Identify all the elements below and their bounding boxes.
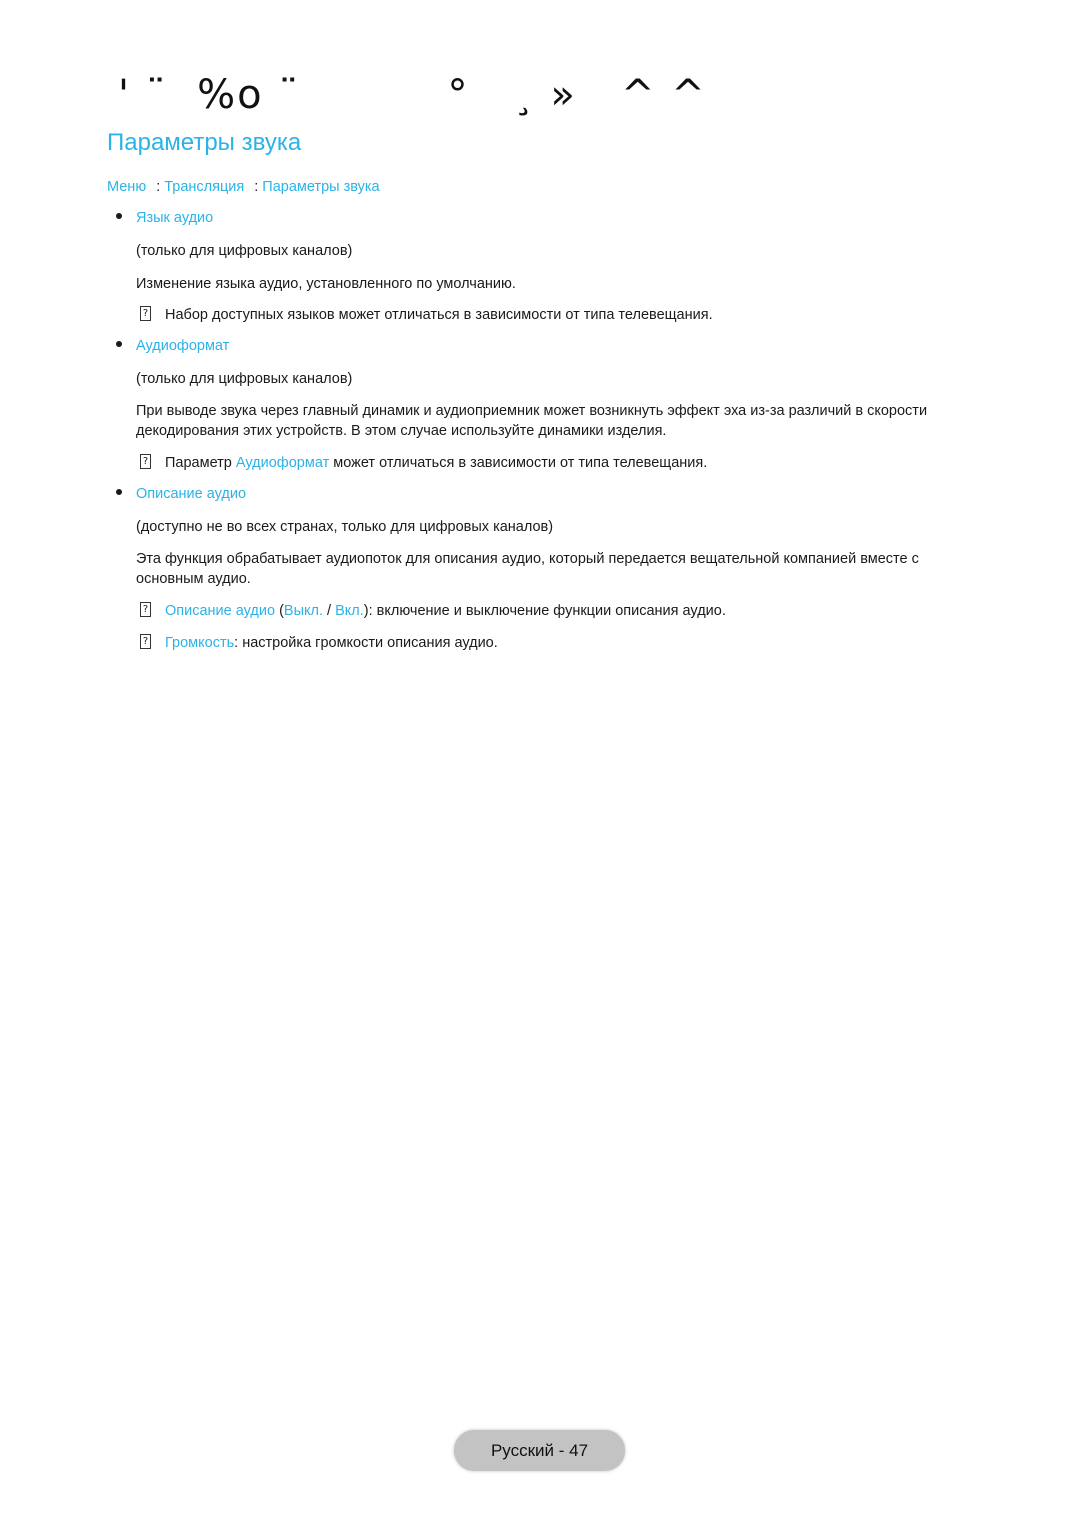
note-icon: ?: [140, 602, 151, 617]
section-heading: Аудиоформат: [136, 338, 230, 354]
section-heading: Описание аудио: [136, 486, 247, 502]
page-title: Параметры звука: [107, 129, 302, 156]
breadcrumb-item-sound-settings[interactable]: Параметры звука: [262, 179, 380, 195]
page-number-badge: Русский - 47: [454, 1430, 625, 1471]
option-on: Вкл.: [335, 603, 364, 619]
bullet-icon: [116, 341, 122, 347]
section-description: Эта функция обрабатывает аудиопоток для описания аудио, который передается вещательной компанией вместе с основным аудио.: [136, 551, 919, 587]
section-audio-format[interactable]: [116, 338, 229, 354]
breadcrumb-item-menu[interactable]: Меню: [107, 179, 147, 195]
note-icon: ?: [140, 454, 151, 469]
bullet-icon: [116, 213, 122, 219]
section-note: [140, 305, 980, 325]
section-description: Изменение языка аудио, установленного по умолчанию.: [136, 276, 516, 292]
section-heading: Язык аудио: [136, 210, 214, 226]
breadcrumb-separator: :: [156, 179, 161, 195]
note-slash: /: [327, 603, 332, 619]
note-highlight: Описание аудио: [165, 603, 276, 619]
section-note: [140, 633, 980, 653]
breadcrumb-item-broadcast[interactable]: Трансляция: [164, 179, 245, 195]
note-text-suffix: : настройка громкости описания аудио.: [234, 635, 498, 651]
section-note: [140, 601, 980, 621]
note-paren: (: [279, 603, 284, 619]
section-description: При выводе звука через главный динамик и аудиоприемник может возникнуть эффект эха из-за различий в скорости декодирования этих устройств. В этом случае используйте динамики изделия.: [136, 403, 928, 439]
note-highlight: Аудиоформат: [235, 455, 330, 471]
section-scope: (только для цифровых каналов): [136, 243, 353, 259]
note-text: Набор доступных языков может отличаться в зависимости от типа телевещания.: [165, 307, 713, 323]
note-highlight: Громкость: [165, 635, 235, 651]
section-scope: (доступно не во всех странах, только для цифровых каналов): [136, 519, 554, 535]
note-icon: ?: [140, 306, 151, 321]
breadcrumb-separator: :: [254, 179, 259, 195]
section-audio-language[interactable]: [116, 210, 213, 226]
garbled-header-title: ' ¨ %o ¨ ° ¸ » ^ ^: [118, 72, 707, 118]
note-text-prefix: Параметр: [165, 455, 232, 471]
note-text-suffix: может отличаться в зависимости от типа телевещания.: [333, 455, 708, 471]
section-scope: (только для цифровых каналов): [136, 371, 353, 387]
bullet-icon: [116, 489, 122, 495]
option-off: Выкл.: [283, 603, 324, 619]
note-text-suffix: ): включение и выключение функции описания аудио.: [363, 603, 726, 619]
section-audio-description[interactable]: [116, 486, 246, 502]
breadcrumb: [107, 179, 380, 195]
section-note: [140, 453, 980, 473]
note-icon: ?: [140, 634, 151, 649]
